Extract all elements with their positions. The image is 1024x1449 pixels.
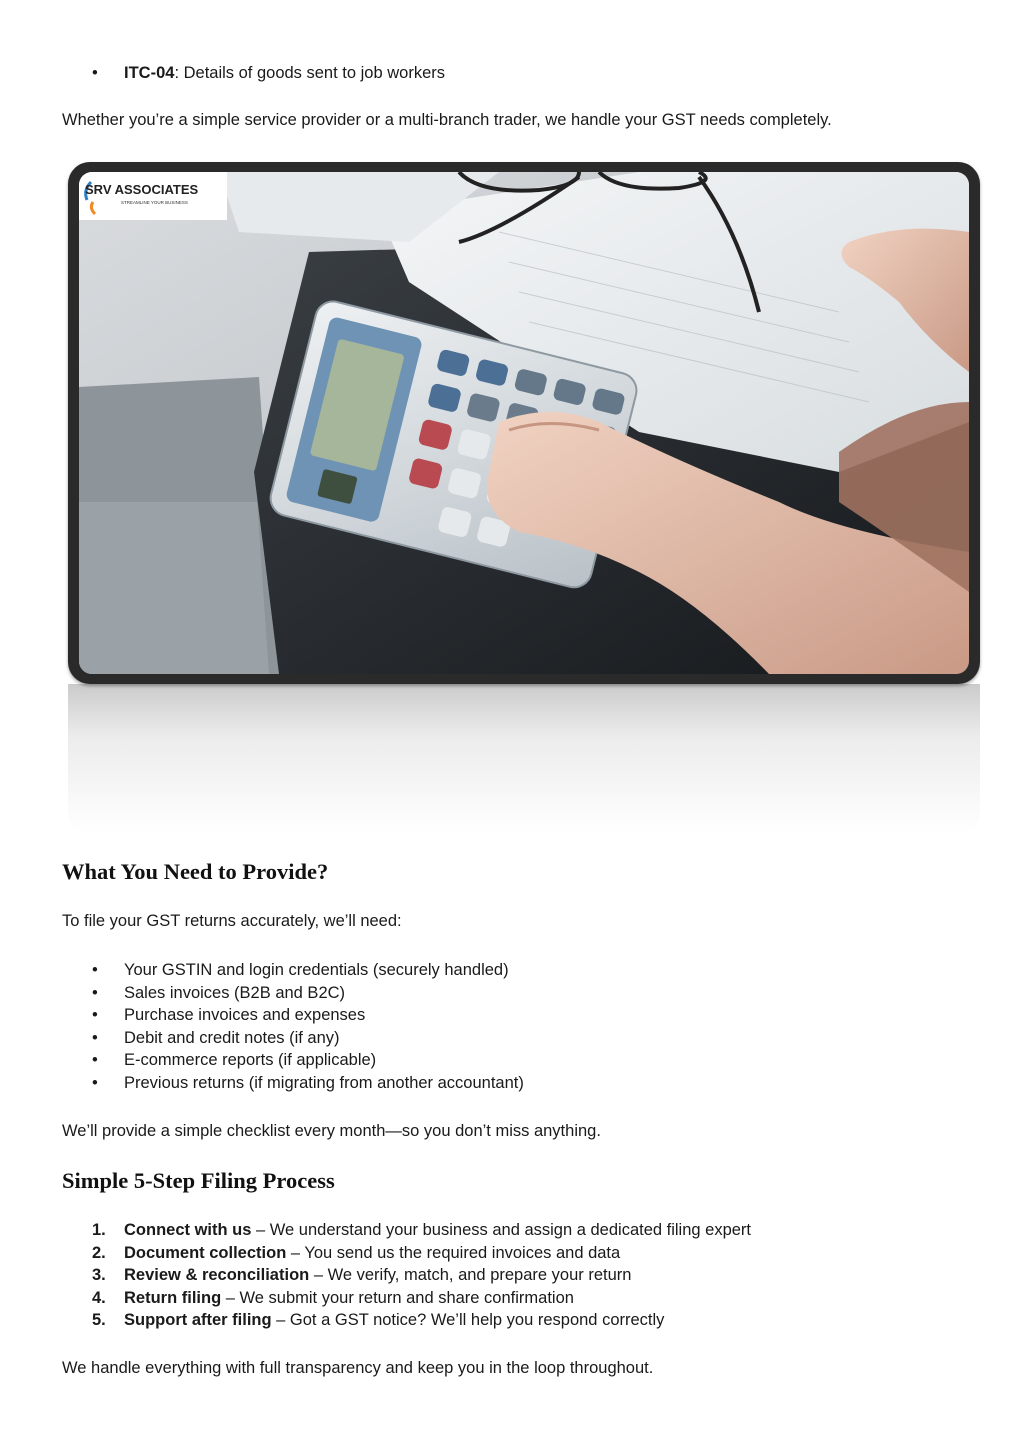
intro-list <box>62 62 445 85</box>
bullet: • <box>92 1051 98 1070</box>
step-item <box>62 1287 751 1310</box>
step-item <box>62 1264 751 1287</box>
list-item-text: Debit and credit notes (if any) <box>124 1028 340 1047</box>
step-text: – Got a GST notice? We’ll help you respond correctly <box>271 1311 665 1330</box>
bullet: • <box>92 1028 98 1047</box>
requirements-list <box>62 959 524 1095</box>
list-item <box>62 1072 524 1095</box>
bullet: • <box>92 1073 98 1092</box>
step-title: Support after filing <box>124 1311 272 1330</box>
step-number: 1. <box>92 1221 106 1239</box>
step-title: Connect with us <box>124 1221 252 1239</box>
section-heading-process: Simple 5-Step Filing Process <box>62 1168 335 1193</box>
list-item <box>62 959 524 982</box>
step-title: Document collection <box>124 1243 287 1262</box>
section-closing: We’ll provide a simple checklist every month—so you don’t miss anything. <box>62 1122 601 1140</box>
logo-tagline: STREAMLINE YOUR BUSINESS <box>121 200 188 205</box>
list-item <box>62 62 445 85</box>
list-item-term: ITC-04 <box>124 64 175 82</box>
step-number: 2. <box>92 1243 106 1262</box>
step-number: 5. <box>92 1311 106 1330</box>
process-steps <box>62 1219 751 1332</box>
step-number: 4. <box>92 1288 106 1307</box>
step-item <box>62 1219 751 1242</box>
image-frame <box>68 162 980 684</box>
list-item-text: : Details of goods sent to job workers <box>174 64 445 82</box>
list-item <box>62 1027 524 1050</box>
section-heading-provide: What You Need to Provide? <box>62 859 329 884</box>
bullet: • <box>92 961 98 979</box>
intro-paragraph: Whether you’re a simple service provider or a multi-branch trader, we handle your GST needs completely. <box>62 111 832 129</box>
calculator-photo <box>79 172 969 674</box>
list-item-text: Purchase invoices and expenses <box>124 1006 366 1025</box>
section-closing: We handle everything with full transparency and keep you in the loop throughout. <box>62 1359 654 1377</box>
step-number: 3. <box>92 1266 106 1285</box>
list-item-text: E-commerce reports (if applicable) <box>124 1051 377 1070</box>
bullet: • <box>92 1006 98 1025</box>
step-text: – We submit your return and share confirmation <box>221 1288 574 1307</box>
step-title: Return filing <box>124 1288 222 1307</box>
step-item <box>62 1309 751 1332</box>
bullet: • <box>92 983 98 1002</box>
step-text: – We verify, match, and prepare your return <box>309 1266 632 1285</box>
step-title: Review & reconciliation <box>124 1266 310 1285</box>
list-item <box>62 1049 524 1072</box>
step-item <box>62 1242 751 1265</box>
list-item-text: Previous returns (if migrating from another accountant) <box>124 1073 524 1092</box>
step-text: – You send us the required invoices and data <box>286 1243 621 1262</box>
list-item-text: Sales invoices (B2B and B2C) <box>124 983 346 1002</box>
section-lead: To file your GST returns accurately, we’ll need: <box>62 912 402 930</box>
image-reflection <box>68 684 980 834</box>
bullet: • <box>92 64 98 82</box>
list-item <box>62 982 524 1005</box>
list-item-text: Your GSTIN and login credentials (securely handled) <box>124 961 509 979</box>
list-item <box>62 1004 524 1027</box>
logo-name: SRV ASSOCIATES <box>85 182 199 197</box>
step-text: – We understand your business and assign a dedicated filing expert <box>251 1221 752 1239</box>
srv-logo <box>79 172 227 220</box>
